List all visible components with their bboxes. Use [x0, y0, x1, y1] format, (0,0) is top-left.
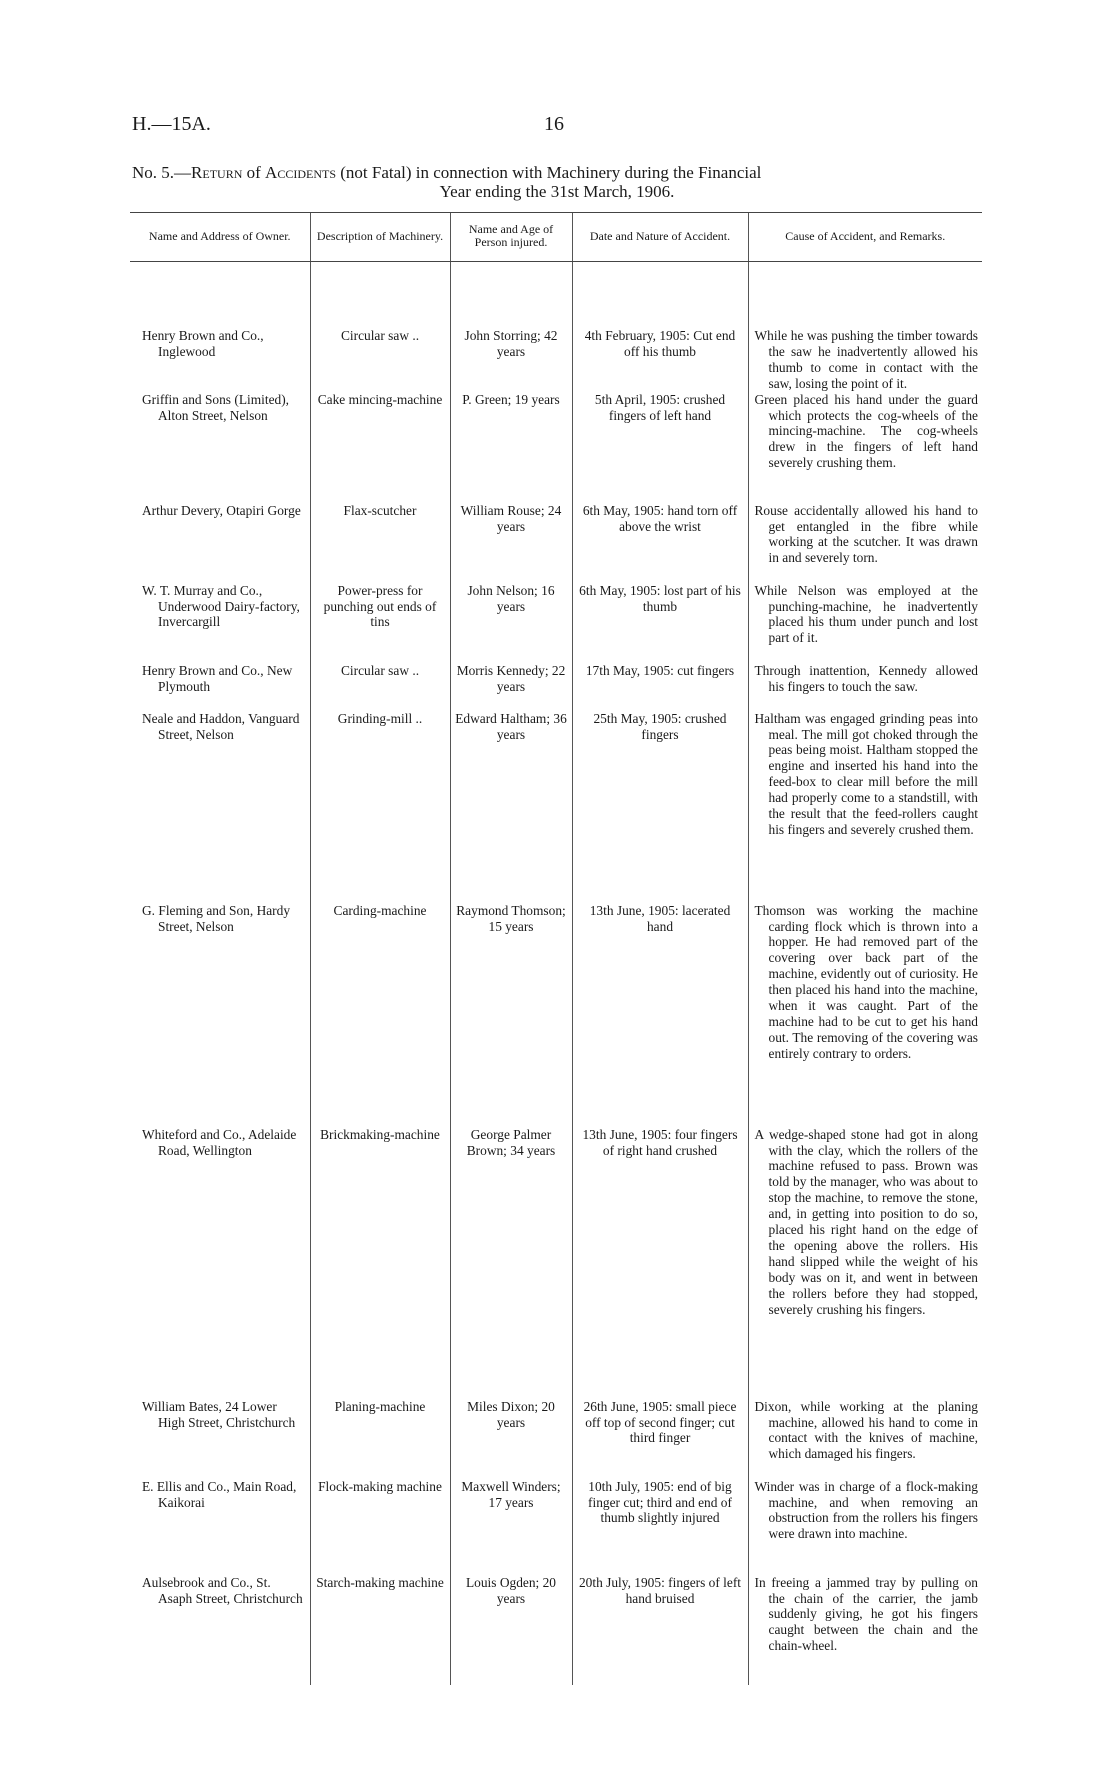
person-cell: Maxwell Winders; 17 years — [450, 1479, 572, 1575]
table-row — [130, 903, 982, 1127]
table-row — [130, 711, 982, 903]
accidents-table — [130, 212, 982, 1685]
machinery-cell: Power-press for punching out ends of tins — [310, 583, 450, 663]
cause-cell: Winder was in charge of a flock-making machine, and when removing an obstruction from the rollers his fingers were drawn into machine. — [748, 1479, 982, 1575]
person-cell: Edward Haltham; 36 years — [450, 711, 572, 903]
owner-cell: Henry Brown and Co., Inglewood — [142, 328, 264, 359]
owner-cell: Griffin and Sons (Limited), Alton Street, Nelson — [142, 391, 290, 423]
cause-cell: Haltham was engaged grinding peas into meal. The mill got choked through the peas being moist. Haltham stopped the engine and inserted his hand into the feed-box to clear mill before the mill had properly come to a standstill, with the result that the feed-rollers caught his fingers and severely crushed them. — [748, 711, 982, 903]
machinery-cell: Flock-making machine — [310, 1479, 450, 1575]
page-header — [132, 113, 982, 143]
date-cell: 13th June, 1905: four fingers of right hand crushed — [572, 1127, 748, 1399]
cause-cell: In freeing a jammed tray by pulling on the chain of the carrier, the jamb suddenly giving, he got his fingers caught between the chain and the chain-wheel. — [748, 1575, 982, 1685]
title-line-2: Year ending the 31st March, 1906. — [439, 182, 675, 201]
table-row — [130, 262, 982, 392]
person-cell: Morris Kennedy; 22 years — [450, 663, 572, 711]
cause-cell: Green placed his hand under the guard which protects the cog-wheels of the mincing-machine. The cog-wheels drew in the fingers of left hand severely crushing them. — [748, 392, 982, 503]
machinery-cell: Grinding-mill .. — [310, 711, 450, 903]
table-row — [130, 583, 982, 663]
title-line-1-rest: (not Fatal) in connection with Machinery during the Financial — [336, 163, 762, 182]
owner-cell: Arthur Devery, Otapiri Gorge — [142, 502, 301, 518]
person-cell: George Palmer Brown; 34 years — [450, 1127, 572, 1399]
table-row — [130, 1479, 982, 1575]
person-cell: Louis Ogden; 20 years — [450, 1575, 572, 1685]
owner-cell: Whiteford and Co., Adelaide Road, Wellington — [142, 1126, 297, 1158]
column-header-date: Date and Nature of Accident. — [572, 213, 748, 262]
title-prefix: No. 5.— — [132, 163, 192, 182]
person-cell: John Storring; 42 years — [450, 262, 572, 392]
cause-cell: While Nelson was employed at the punching-machine, he inadvertently placed his thum under punch and lost part of it. — [748, 583, 982, 663]
table-header-row — [130, 213, 982, 262]
column-header-owner: Name and Address of Owner. — [130, 213, 310, 262]
owner-cell: William Bates, 24 Lower High Street, Christchurch — [142, 1398, 296, 1430]
owner-cell: W. T. Murray and Co., Underwood Dairy-factory, Invercargill — [142, 582, 300, 630]
date-cell: 10th July, 1905: end of big finger cut; third and end of thumb slightly injured — [572, 1479, 748, 1575]
machinery-cell: Circular saw .. — [310, 663, 450, 711]
date-cell: 13th June, 1905: lacerated hand — [572, 903, 748, 1127]
person-cell: John Nelson; 16 years — [450, 583, 572, 663]
date-cell: 6th May, 1905: lost part of his thumb — [572, 583, 748, 663]
title-word-of: of — [242, 163, 266, 182]
owner-cell: E. Ellis and Co., Main Road, Kaikorai — [142, 1478, 297, 1510]
cause-cell: Rouse accidentally allowed his hand to get entangled in the fibre while working at the scutcher. It was drawn in and severely torn. — [748, 503, 982, 583]
title-line-1 — [132, 163, 982, 182]
date-cell: 4th February, 1905: Cut end off his thumb — [572, 262, 748, 392]
date-cell: 17th May, 1905: cut fingers — [572, 663, 748, 711]
machinery-cell: Brickmaking-machine — [310, 1127, 450, 1399]
machinery-cell: Planing-machine — [310, 1399, 450, 1479]
cause-cell: Dixon, while working at the planing machine, allowed his hand to come in contact with the knives of machine, which damaged his fingers. — [748, 1399, 982, 1479]
machinery-cell: Flax-scutcher — [310, 503, 450, 583]
machinery-cell: Carding-machine — [310, 903, 450, 1127]
title-word-accidents: Accidents — [265, 163, 336, 182]
date-cell: 6th May, 1905: hand torn off above the wrist — [572, 503, 748, 583]
owner-cell: G. Fleming and Son, Hardy Street, Nelson — [142, 902, 291, 934]
column-header-machinery: Description of Machinery. — [310, 213, 450, 262]
cause-cell: A wedge-shaped stone had got in along with the clay, which the rollers of the machine refused to pass. Brown was told by the manager, who was about to stop the machine, to remove the stone, and, in getting into position to do so, placed his right hand on the edge of the opening above the rollers. His hand slipped while the weight of his body was on it, and went in between the rollers before they had stopped, severely crushing his fingers. — [748, 1127, 982, 1399]
column-header-person: Name and Age of Person injured. — [450, 213, 572, 262]
table-row — [130, 392, 982, 503]
cause-cell: Through inattention, Kennedy allowed his fingers to touch the saw. — [748, 663, 982, 711]
document-reference: H.—15A. — [132, 113, 211, 135]
column-header-cause: Cause of Accident, and Remarks. — [748, 213, 982, 262]
person-cell: Miles Dixon; 20 years — [450, 1399, 572, 1479]
cause-cell: Thomson was working the machine carding flock which is thrown into a hopper. He had removed part of the covering over back part of the machine, evidently out of curiosity. He then placed his hand into the machine, when it was caught. Part of the machine had to be cut to get his hand out. The removing of the covering was entirely contrary to orders. — [748, 903, 982, 1127]
table-title — [132, 163, 982, 201]
owner-cell: Aulsebrook and Co., St. Asaph Street, Christchurch — [142, 1574, 303, 1606]
date-cell: 25th May, 1905: crushed fingers — [572, 711, 748, 903]
owner-cell: Neale and Haddon, Vanguard Street, Nelson — [142, 710, 300, 742]
table-row — [130, 663, 982, 711]
date-cell: 20th July, 1905: fingers of left hand bruised — [572, 1575, 748, 1685]
table-row — [130, 1127, 982, 1399]
person-cell: P. Green; 19 years — [450, 392, 572, 503]
cause-cell: While he was pushing the timber towards the saw he inadvertently allowed his thumb to come in contact with the saw, losing the point of it. — [748, 262, 982, 392]
table-row — [130, 1399, 982, 1479]
machinery-cell: Cake mincing-machine — [310, 392, 450, 503]
date-cell: 5th April, 1905: crushed fingers of left hand — [572, 392, 748, 503]
machinery-cell: Starch-making machine — [310, 1575, 450, 1685]
page-number: 16 — [544, 113, 564, 135]
person-cell: Raymond Thomson; 15 years — [450, 903, 572, 1127]
table-row — [130, 1575, 982, 1685]
person-cell: William Rouse; 24 years — [450, 503, 572, 583]
owner-cell: Henry Brown and Co., New Plymouth — [142, 662, 293, 694]
table-row — [130, 503, 982, 583]
title-word-return: Return — [191, 163, 243, 182]
machinery-cell: Circular saw .. — [310, 262, 450, 392]
date-cell: 26th June, 1905: small piece off top of second finger; cut third finger — [572, 1399, 748, 1479]
